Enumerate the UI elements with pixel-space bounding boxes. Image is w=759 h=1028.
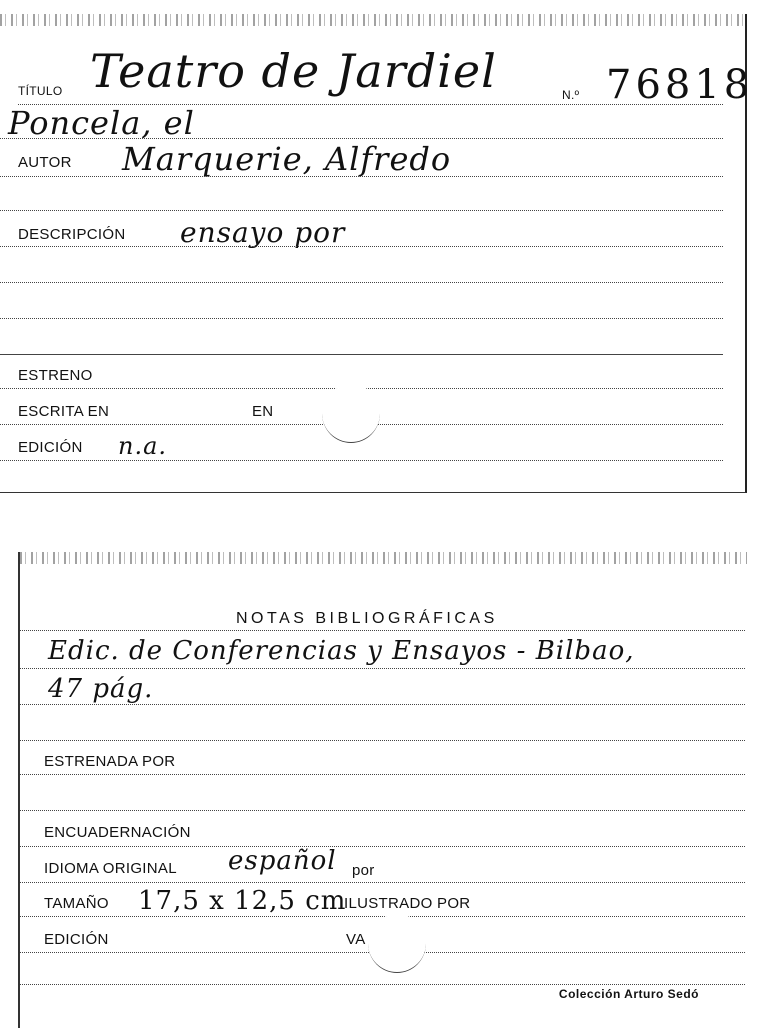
blank-line-6 bbox=[20, 810, 745, 811]
encuadernacion-line bbox=[20, 846, 745, 847]
estrenada-por-label: ESTRENADA POR bbox=[44, 753, 176, 770]
blank-line-2 bbox=[0, 282, 723, 283]
edicion-value: n.a. bbox=[118, 432, 168, 460]
notas-heading: NOTAS BIBLIOGRÁFICAS bbox=[236, 610, 498, 627]
edicion-line bbox=[0, 460, 723, 461]
notas-line1: Edic. de Conferencias y Ensayos - Bilbao, bbox=[48, 636, 635, 666]
titulo-continuation: Poncela, el bbox=[8, 104, 195, 142]
notas-line2: 47 pág. bbox=[48, 674, 154, 704]
notas-line-1 bbox=[20, 668, 745, 669]
torn-edge bbox=[0, 14, 745, 26]
blank-line-3 bbox=[0, 318, 723, 319]
notas-line-2 bbox=[20, 704, 745, 705]
escrita-en-label: ESCRITA EN bbox=[18, 403, 110, 420]
autor-label: AUTOR bbox=[18, 154, 72, 171]
torn-edge bbox=[20, 552, 747, 564]
ilustrado-por-label: ILUSTRADO POR bbox=[344, 895, 471, 912]
autor-value: Marquerie, Alfredo bbox=[122, 140, 452, 178]
blank-line-1 bbox=[0, 210, 723, 211]
edicion-back-label: EDICIÓN bbox=[44, 931, 109, 948]
tamano-value: 17,5 x 12,5 cm bbox=[138, 886, 347, 916]
notas-line-0 bbox=[20, 630, 745, 631]
titulo-value: Teatro de Jardiel bbox=[90, 44, 497, 98]
por-label: por bbox=[352, 862, 375, 879]
collection-credit: Colección Arturo Sedó bbox=[558, 987, 699, 1001]
punch-hole bbox=[368, 914, 426, 973]
idioma-line bbox=[20, 882, 745, 883]
idioma-original-value: español bbox=[228, 846, 337, 876]
numero-label: N.º bbox=[562, 88, 580, 102]
idioma-original-label: IDIOMA ORIGINAL bbox=[44, 860, 177, 877]
punch-hole bbox=[322, 384, 380, 443]
numero-value: 76818 bbox=[606, 62, 754, 108]
descripcion-label: DESCRIPCIÓN bbox=[18, 226, 126, 243]
en-label: EN bbox=[252, 403, 274, 420]
titulo-label: TÍTULO bbox=[18, 84, 63, 98]
bottom-line bbox=[20, 984, 745, 985]
tamano-label: TAMAÑO bbox=[44, 895, 109, 912]
estreno-label: ESTRENO bbox=[18, 367, 93, 384]
descripcion-line bbox=[0, 246, 723, 247]
encuadernacion-label: ENCUADERNACIÓN bbox=[44, 824, 191, 841]
blank-line-4 bbox=[0, 354, 723, 355]
autor-line bbox=[0, 176, 723, 177]
descripcion-value: ensayo por bbox=[180, 216, 346, 249]
va-label: VA bbox=[346, 931, 366, 948]
blank-line-5 bbox=[20, 740, 745, 741]
estrenada-line bbox=[20, 774, 745, 775]
edicion-label: EDICIÓN bbox=[18, 439, 83, 456]
titulo-line-2 bbox=[0, 138, 723, 139]
